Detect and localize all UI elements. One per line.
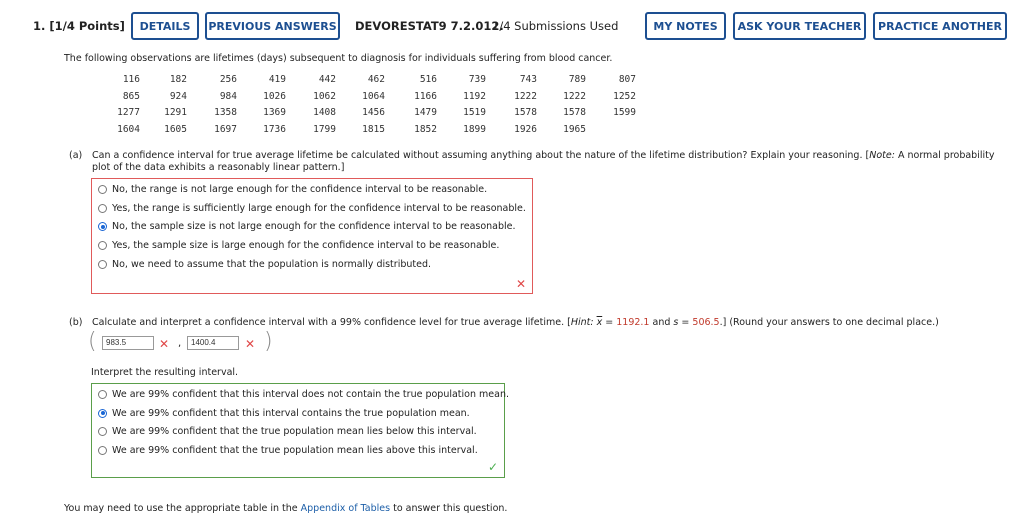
lower-cross-icon: ✕ bbox=[159, 337, 170, 351]
check-icon: ✓ bbox=[488, 460, 499, 474]
option-label: No, the sample size is not large enough for the confidence interval to be reasonable. bbox=[112, 221, 516, 233]
part-b-options-box bbox=[91, 383, 509, 478]
part-b-text: Calculate and interpret a confidence interval with a 99% confidence level for true average lifetime. [Hint: $\overline{x} = 1192.1$ and s = 506.5.] (Round your answers to one decimal place.) bbox=[92, 317, 939, 328]
part-b-option[interactable] bbox=[98, 408, 470, 419]
option-label: We are 99% confident that the true population mean lies below this interval. bbox=[112, 426, 477, 438]
practice-another-button[interactable]: PRACTICE ANOTHER bbox=[873, 12, 1007, 40]
data-cell: 789 bbox=[568, 74, 586, 85]
data-cell: 1965 bbox=[563, 123, 586, 135]
upper-cross-icon: ✕ bbox=[245, 337, 256, 351]
option-label: Yes, the range is sufficiently large enough for the confidence interval to be reasonable. bbox=[112, 202, 526, 214]
submissions-count: 1/4 Submissions Used bbox=[492, 19, 619, 33]
my-notes-button[interactable]: MY NOTES bbox=[645, 12, 726, 40]
data-table bbox=[110, 74, 690, 140]
data-cell: 1408 bbox=[313, 107, 336, 118]
option-label: Yes, the sample size is large enough for the confidence interval to be reasonable. bbox=[112, 240, 500, 252]
previous-answers-button[interactable]: PREVIOUS ANSWERS bbox=[205, 12, 340, 40]
data-cell: 116 bbox=[122, 74, 140, 85]
data-cell: 1222 bbox=[514, 90, 537, 102]
upper-bound-input[interactable]: 1400.4 bbox=[187, 336, 239, 350]
data-cell: 1604 bbox=[117, 123, 140, 135]
open-paren: ( bbox=[88, 329, 97, 354]
radio-unselected[interactable] bbox=[98, 390, 107, 399]
data-cell: 1291 bbox=[164, 107, 187, 118]
question-intro: The following observations are lifetimes (days) subsequent to diagnosis for individuals suffering from blood cancer. bbox=[64, 53, 613, 64]
data-cell: 1456 bbox=[362, 107, 385, 118]
data-cell: 1369 bbox=[263, 107, 286, 118]
radio-unselected[interactable] bbox=[98, 204, 107, 213]
data-cell: 1852 bbox=[414, 123, 437, 135]
part-a-option[interactable] bbox=[98, 203, 526, 214]
data-cell: 462 bbox=[367, 74, 385, 85]
question-number-points: 1. [1/4 Points] bbox=[33, 19, 125, 33]
data-cell: 1799 bbox=[313, 123, 336, 135]
data-cell: 1062 bbox=[313, 90, 336, 102]
radio-unselected[interactable] bbox=[98, 427, 107, 436]
data-cell: 442 bbox=[318, 74, 336, 85]
data-cell: 1605 bbox=[164, 123, 187, 135]
footer-text: You may need to use the appropriate table in the Appendix of Tables to answer this question. bbox=[64, 503, 508, 514]
part-a-option[interactable] bbox=[98, 240, 499, 251]
data-cell: 1815 bbox=[362, 123, 385, 135]
data-cell: 1026 bbox=[263, 90, 286, 102]
option-label: No, we need to assume that the population is normally distributed. bbox=[112, 258, 432, 270]
appendix-link[interactable]: Appendix of Tables bbox=[300, 503, 391, 514]
data-cell: 256 bbox=[219, 74, 237, 85]
data-cell: 1697 bbox=[214, 123, 237, 135]
data-cell: 419 bbox=[268, 74, 286, 85]
data-cell: 865 bbox=[122, 90, 140, 102]
data-cell: 1222 bbox=[563, 90, 586, 102]
data-cell: 1252 bbox=[613, 90, 636, 102]
option-label: We are 99% confident that this interval does not contain the true population mean. bbox=[112, 389, 509, 400]
data-cell: 1736 bbox=[263, 123, 286, 135]
part-b-option[interactable] bbox=[98, 426, 477, 437]
data-cell: 1166 bbox=[414, 90, 437, 102]
radio-selected[interactable] bbox=[98, 409, 107, 418]
part-a-option[interactable] bbox=[98, 259, 431, 270]
part-b-label: (b) bbox=[69, 317, 83, 328]
data-row bbox=[110, 124, 690, 141]
radio-unselected[interactable] bbox=[98, 185, 107, 194]
data-cell: 1578 bbox=[514, 107, 537, 118]
data-row bbox=[110, 107, 690, 124]
data-cell: 984 bbox=[219, 90, 237, 102]
data-cell: 1926 bbox=[514, 123, 537, 135]
data-row bbox=[110, 91, 690, 108]
radio-unselected[interactable] bbox=[98, 446, 107, 455]
data-cell: 1578 bbox=[563, 107, 586, 118]
lower-bound-input[interactable]: 983.5 bbox=[102, 336, 154, 350]
interpret-label: Interpret the resulting interval. bbox=[91, 367, 239, 378]
comma: , bbox=[178, 338, 182, 349]
data-row bbox=[110, 74, 690, 91]
option-label: We are 99% confident that the true population mean lies above this interval. bbox=[112, 445, 478, 457]
data-cell: 807 bbox=[618, 74, 636, 85]
data-cell: 739 bbox=[468, 74, 486, 85]
radio-selected[interactable] bbox=[98, 222, 107, 231]
data-cell: 1519 bbox=[463, 107, 486, 118]
part-a-text: Can a confidence interval for true average lifetime be calculated without assuming anything about the nature of the lifetime distribution? Explain your reasoning. [Note: A normal probability plot of the data exhibits a reasonably linear pattern.] bbox=[92, 150, 995, 173]
question-header bbox=[0, 12, 1024, 42]
details-button[interactable]: DETAILS bbox=[131, 12, 199, 40]
data-cell: 1277 bbox=[117, 107, 140, 118]
part-b-option[interactable] bbox=[98, 389, 509, 400]
part-a-option[interactable] bbox=[98, 184, 487, 195]
assignment-id: DEVORESTAT9 7.2.012. bbox=[355, 19, 504, 33]
option-label: No, the range is not large enough for the confidence interval to be reasonable. bbox=[112, 184, 488, 195]
data-cell: 1064 bbox=[362, 90, 385, 102]
data-cell: 743 bbox=[519, 74, 537, 85]
ask-your-teacher-button[interactable]: ASK YOUR TEACHER bbox=[733, 12, 866, 40]
data-cell: 1599 bbox=[613, 107, 636, 118]
data-cell: 1899 bbox=[463, 123, 486, 135]
part-b-question bbox=[69, 317, 939, 328]
part-a-option[interactable] bbox=[98, 221, 516, 232]
data-cell: 516 bbox=[419, 74, 437, 85]
close-paren: ) bbox=[264, 329, 273, 354]
part-b-option[interactable] bbox=[98, 445, 478, 456]
data-cell: 182 bbox=[169, 74, 187, 85]
radio-unselected[interactable] bbox=[98, 241, 107, 250]
data-cell: 1358 bbox=[214, 107, 237, 118]
part-a-label: (a) bbox=[69, 150, 83, 161]
data-cell: 1192 bbox=[463, 90, 486, 102]
part-a-options-box bbox=[91, 178, 533, 294]
data-cell: 1479 bbox=[414, 107, 437, 118]
radio-unselected[interactable] bbox=[98, 260, 107, 269]
cross-icon: ✕ bbox=[516, 277, 527, 291]
data-cell: 924 bbox=[169, 90, 187, 102]
option-label: We are 99% confident that this interval contains the true population mean. bbox=[112, 407, 470, 419]
